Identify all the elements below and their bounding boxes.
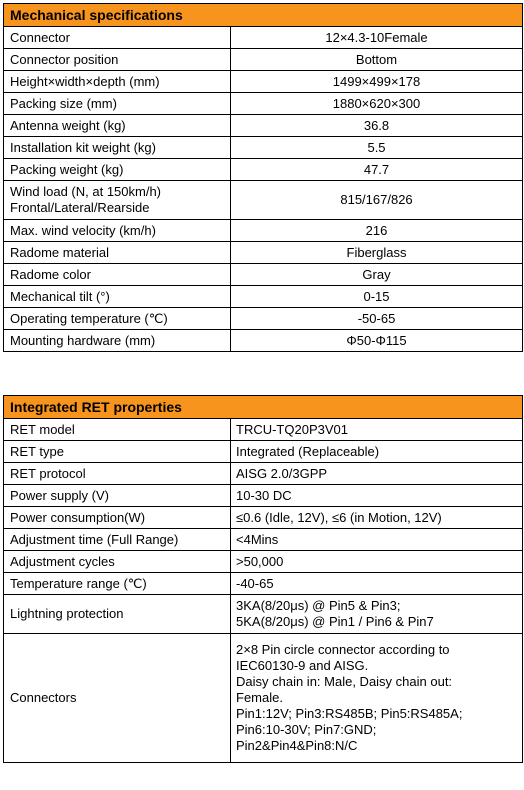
row-value-line: 5KA(8/20μs) @ Pin1 / Pin6 & Pin7 [236, 614, 434, 629]
row-value-line: Pin2&Pin4&Pin8:N/C [236, 738, 358, 753]
row-label: Max. wind velocity (km/h) [4, 220, 231, 242]
row-value: 1880×620×300 [231, 93, 523, 115]
table-row [4, 634, 523, 763]
section-header: Mechanical specifications [4, 4, 523, 27]
row-label: Operating temperature (℃) [4, 308, 231, 330]
row-label: Antenna weight (kg) [4, 115, 231, 137]
row-value [231, 634, 523, 763]
integrated-ret-properties-table [3, 395, 523, 763]
row-label: RET type [4, 441, 231, 463]
row-value: 10-30 DC [231, 485, 523, 507]
table-row [4, 330, 523, 352]
row-value: Φ50-Φ115 [231, 330, 523, 352]
row-label: Connector position [4, 49, 231, 71]
table-row [4, 507, 523, 529]
row-value: 47.7 [231, 159, 523, 181]
row-value: 5.5 [231, 137, 523, 159]
mechanical-specifications-table [3, 3, 523, 352]
row-label-line: Wind load (N, at 150km/h) [10, 184, 162, 199]
table-row [4, 159, 523, 181]
row-label: Packing size (mm) [4, 93, 231, 115]
row-value-line: Daisy chain in: Male, Daisy chain out: [236, 674, 453, 689]
table-row [4, 441, 523, 463]
section-header: Integrated RET properties [4, 396, 523, 419]
row-value: Integrated (Replaceable) [231, 441, 523, 463]
row-label: Lightning protection [4, 595, 231, 634]
table-row [4, 115, 523, 137]
table-row [4, 419, 523, 441]
row-value-line: IEC60130-9 and AISG. [236, 658, 369, 673]
table-row [4, 49, 523, 71]
row-label: Power supply (V) [4, 485, 231, 507]
row-value-line: 2×8 Pin circle connector according to [236, 642, 450, 657]
row-value: 0-15 [231, 286, 523, 308]
row-value: 815/167/826 [231, 181, 523, 220]
row-label: Installation kit weight (kg) [4, 137, 231, 159]
row-value: <4Mins [231, 529, 523, 551]
row-label: Radome color [4, 264, 231, 286]
row-value: -50-65 [231, 308, 523, 330]
row-label: RET model [4, 419, 231, 441]
row-label: Packing weight (kg) [4, 159, 231, 181]
row-value: 12×4.3-10Female [231, 27, 523, 49]
row-label: Mechanical tilt (°) [4, 286, 231, 308]
table-row [4, 137, 523, 159]
row-value: AISG 2.0/3GPP [231, 463, 523, 485]
row-label: Radome material [4, 242, 231, 264]
table-row [4, 551, 523, 573]
row-value: 216 [231, 220, 523, 242]
row-value: >50,000 [231, 551, 523, 573]
table-row [4, 27, 523, 49]
row-value: 1499×499×178 [231, 71, 523, 93]
table-row [4, 71, 523, 93]
row-value-line: Pin6:10-30V; Pin7:GND; [236, 722, 377, 737]
row-label: Adjustment cycles [4, 551, 231, 573]
row-value-line: Female. [236, 690, 283, 705]
row-label: RET protocol [4, 463, 231, 485]
row-label-line: Frontal/Lateral/Rearside [10, 200, 150, 215]
row-value: Fiberglass [231, 242, 523, 264]
row-label: Height×width×depth (mm) [4, 71, 231, 93]
row-value-line: 3KA(8/20μs) @ Pin5 & Pin3; [236, 598, 401, 613]
row-label [4, 181, 231, 220]
row-value-line: Pin1:12V; Pin3:RS485B; Pin5:RS485A; [236, 706, 463, 721]
row-value [231, 595, 523, 634]
table-row [4, 463, 523, 485]
table-row [4, 529, 523, 551]
table-row [4, 308, 523, 330]
row-value: Gray [231, 264, 523, 286]
row-label: Connectors [4, 634, 231, 763]
table-row [4, 220, 523, 242]
table-row [4, 573, 523, 595]
row-value: ≤0.6 (Idle, 12V), ≤6 (in Motion, 12V) [231, 507, 523, 529]
table-row [4, 242, 523, 264]
table-row [4, 286, 523, 308]
row-value: Bottom [231, 49, 523, 71]
row-label: Connector [4, 27, 231, 49]
table-row [4, 93, 523, 115]
table-row [4, 264, 523, 286]
row-value: 36.8 [231, 115, 523, 137]
row-label: Mounting hardware (mm) [4, 330, 231, 352]
row-value: -40-65 [231, 573, 523, 595]
table-row [4, 485, 523, 507]
row-label: Power consumption(W) [4, 507, 231, 529]
row-label: Adjustment time (Full Range) [4, 529, 231, 551]
table-row [4, 595, 523, 634]
row-value: TRCU-TQ20P3V01 [231, 419, 523, 441]
row-label: Temperature range (℃) [4, 573, 231, 595]
table-row [4, 181, 523, 220]
